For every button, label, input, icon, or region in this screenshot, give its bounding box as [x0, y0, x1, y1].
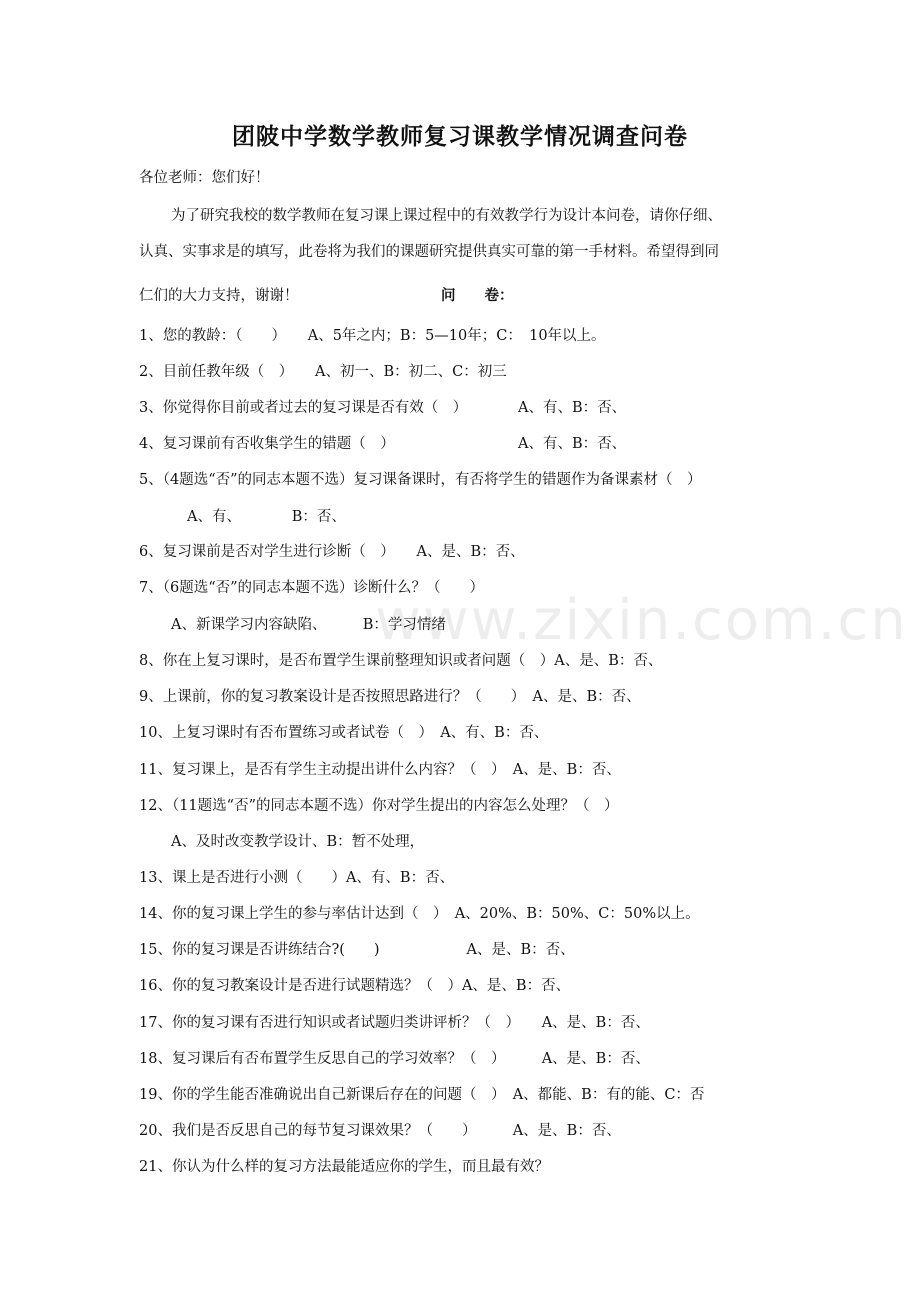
greeting: 各位老师：您们好！ — [139, 170, 270, 186]
question-21: 21、你认为什么样的复习方法最能适应你的学生，而且最有效？ — [139, 1159, 549, 1175]
question-6: 6、复习课前是否对学生进行诊断（ ） A、是、B：否、 — [139, 544, 525, 560]
question-2: 2、目前任教年级（ ） A、初一、B：初二、C：初三 — [139, 364, 507, 380]
question-20: 20、我们是否反思自己的每节复习课效果？（ ） A、是、B：否、 — [139, 1123, 621, 1139]
intro-line-3: 仁们的大力支持，谢谢！ — [139, 288, 299, 304]
question-1: 1、您的教龄：（ ） A、5年之内；B：5—10年；C： 10年以上。 — [139, 328, 606, 344]
question-12: 12、（11题选“否”的同志本题不选）你对学生提出的内容怎么处理？（ ） — [139, 798, 619, 814]
question-3: 3、你觉得你目前或者过去的复习课是否有效（ ） A、有、B：否、 — [139, 400, 627, 416]
question-4: 4、复习课前有否收集学生的错题（ ） A、有、B：否、 — [139, 436, 627, 452]
question-7-options: A、新课学习内容缺陷、 B：学习情绪 — [171, 617, 446, 633]
question-7: 7、（6题选“否”的同志本题不选）诊断什么？（ ） — [139, 580, 485, 596]
page-title: 团陂中学数学教师复习课教学情况调查问卷 — [232, 124, 688, 150]
question-5: 5、（4题选“否”的同志本题不选）复习课备课时，有否将学生的错题作为备课素材（ ） — [139, 472, 702, 488]
question-14: 14、你的复习课上学生的参与率估计达到（ ） A、20%、B：50%、C：50%以上。 — [139, 906, 700, 922]
section-label: 问 卷： — [441, 288, 514, 304]
question-16: 16、你的复习教案设计是否进行试题精选？（ ）A、是、B：否、 — [139, 978, 571, 994]
intro-line-1: 为了研究我校的数学教师在复习课上课过程中的有效教学行为设计本问卷，请你仔细、 — [171, 208, 722, 224]
question-5-options: A、有、 B：否、 — [187, 509, 346, 525]
intro-line-2: 认真、实事求是的填写，此卷将为我们的课题研究提供真实可靠的第一手材料。希望得到同 — [139, 244, 719, 260]
question-13: 13、课上是否进行小测（ ）A、有、B：否、 — [139, 870, 455, 886]
question-8: 8、你在上复习课时，是否布置学生课前整理知识或者问题（ ）A、是、B：否、 — [139, 653, 663, 669]
question-9: 9、上课前，你的复习教案设计是否按照思路进行？（ ） A、是、B：否、 — [139, 689, 641, 705]
watermark: www.zixin.com.cn — [375, 588, 908, 653]
question-17: 17、你的复习课有否进行知识或者试题归类讲评析？（ ） A、是、B：否、 — [139, 1015, 650, 1031]
question-12-options: A、及时改变教学设计、B：暂不处理， — [171, 834, 425, 850]
question-11: 11、复习课上，是否有学生主动提出讲什么内容？（ ） A、是、B：否、 — [139, 762, 621, 778]
question-19: 19、你的学生能否准确说出自己新课后存在的问题（ ） A、都能、B：有的能、C：否 — [139, 1087, 705, 1103]
question-15: 15、你的复习课是否讲练结合?( ) A、是、B：否、 — [139, 942, 575, 958]
question-10: 10、上复习课时有否布置练习或者试卷（ ） A、有、B：否、 — [139, 725, 549, 741]
question-18: 18、复习课后有否布置学生反思自己的学习效率？（ ） A、是、B：否、 — [139, 1051, 650, 1067]
